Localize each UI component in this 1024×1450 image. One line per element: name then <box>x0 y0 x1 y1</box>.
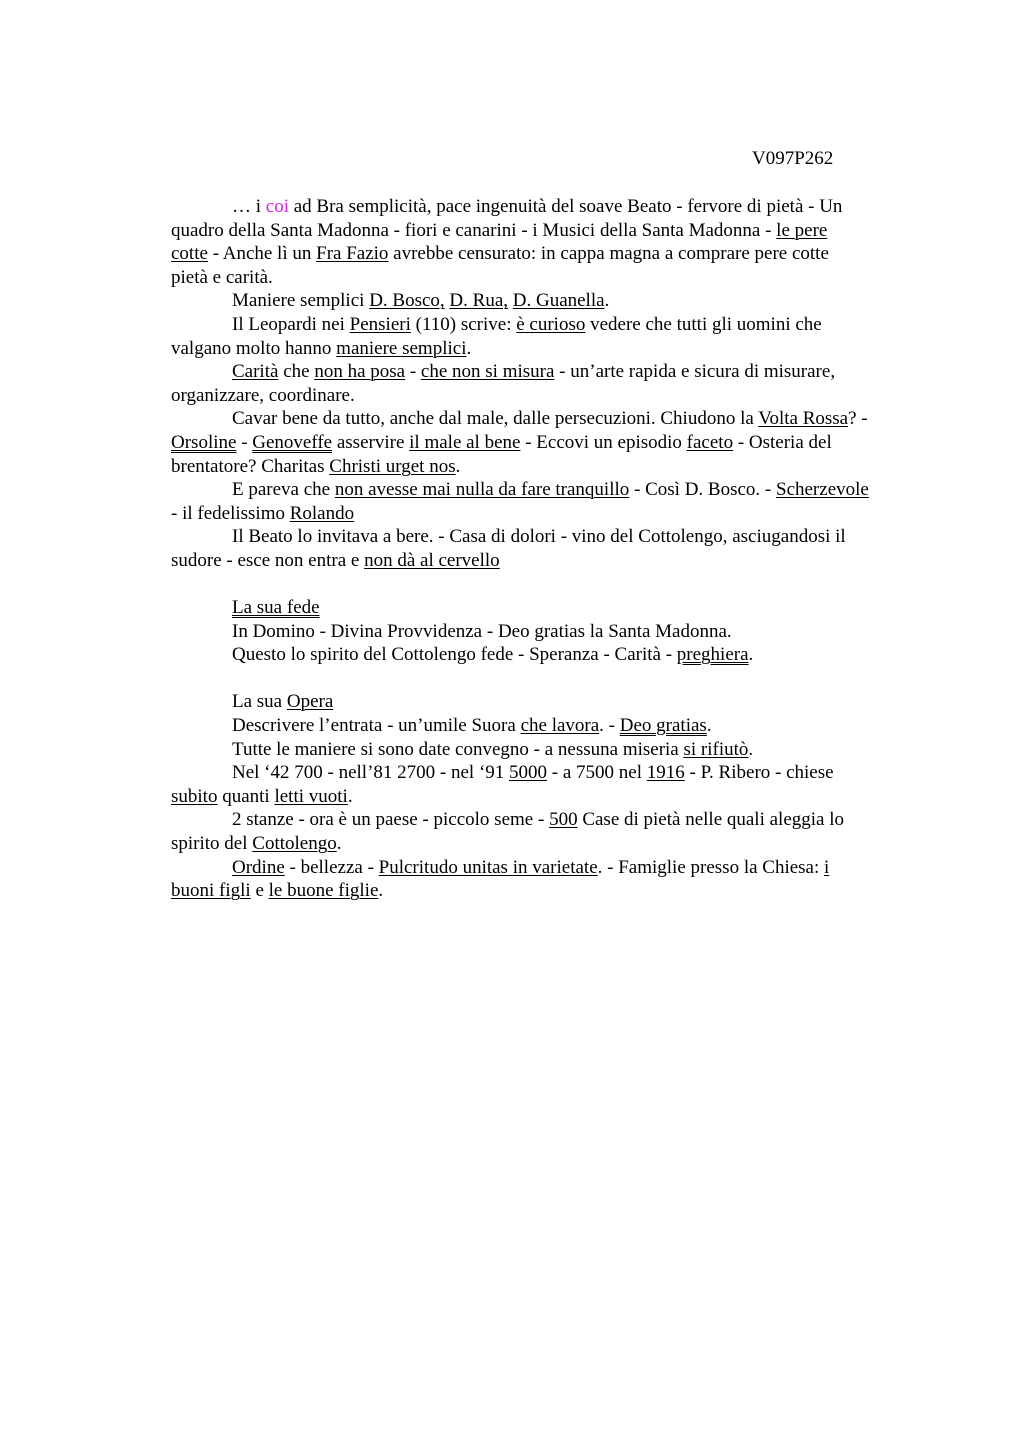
document-body <box>171 195 931 903</box>
text-line <box>171 525 931 549</box>
underlined-text: Carità <box>232 361 279 383</box>
underlined-text: che lavora <box>520 715 600 737</box>
text-line <box>171 643 931 667</box>
underlined-text: Opera <box>286 691 334 713</box>
text-line <box>171 478 931 502</box>
underlined-text: Genoveffe <box>252 431 333 453</box>
text-line <box>171 714 931 738</box>
underlined-text: Cottolengo <box>252 833 337 855</box>
text-line <box>171 785 931 809</box>
text-segment: Descrivere l’entrata - un’umile Suora <box>232 715 521 737</box>
text-line <box>171 856 931 880</box>
underlined-text: non ha posa <box>314 361 406 383</box>
underlined-text: è curioso <box>516 313 586 335</box>
underlined-text: le pere <box>776 219 828 241</box>
text-segment: . - Famiglie presso la Chiesa: <box>597 856 825 878</box>
underlined-text: faceto <box>686 431 734 453</box>
text-segment: - Così D. Bosco. - <box>629 479 776 501</box>
underlined-text: Fra Fazio <box>316 243 389 265</box>
text-segment: . <box>748 644 754 666</box>
text-segment: - il fedelissimo <box>171 502 290 524</box>
text-segment: … i <box>232 196 266 217</box>
text-segment: Nel ‘42 700 - nell’81 2700 - nel ‘91 <box>232 762 510 784</box>
text-line <box>171 596 931 620</box>
underlined-text: cotte <box>171 243 208 265</box>
underlined-text: 5000 <box>509 762 548 784</box>
underlined-text: le buone figlie <box>268 880 379 902</box>
text-line <box>171 407 931 431</box>
text-segment: - bellezza - <box>284 856 379 878</box>
text-segment: . <box>455 455 461 477</box>
text-line <box>171 879 931 903</box>
text-line <box>171 384 931 408</box>
text-segment: . <box>347 785 353 807</box>
text-line <box>171 738 931 762</box>
underlined-text: maniere semplici <box>336 337 467 359</box>
text-segment: E pareva che <box>232 479 335 501</box>
text-segment: spirito del <box>171 833 253 855</box>
text-segment: sudore - esce non entra e <box>171 549 365 571</box>
text-segment: - <box>405 361 421 383</box>
text-line <box>171 219 931 243</box>
underlined-text: Deo gratias <box>619 715 707 737</box>
text-line <box>171 195 931 219</box>
underlined-text: La sua fede <box>232 597 320 619</box>
text-segment: . <box>748 738 754 760</box>
text-line <box>171 832 931 856</box>
underlined-text: buoni figli <box>171 880 251 902</box>
text-segment: . - <box>599 715 620 737</box>
text-line <box>171 455 931 479</box>
text-line <box>171 337 931 361</box>
text-segment: - Eccovi un episodio <box>520 431 687 453</box>
blank-line <box>171 667 931 691</box>
text-segment: Maniere semplici <box>232 290 370 312</box>
underlined-text: i <box>824 856 830 878</box>
text-segment: quadro della Santa Madonna - fiori e canarini - i Musici della Santa Madonna - <box>171 219 777 241</box>
text-segment: - Osteria del <box>733 431 832 453</box>
underlined-text: D. Bosco, <box>369 290 445 312</box>
text-segment: valgano molto hanno <box>171 337 337 359</box>
text-line <box>171 549 931 573</box>
text-segment: avrebbe censurato: in cappa magna a comprare pere cotte <box>388 243 829 265</box>
underlined-text: Rolando <box>289 502 355 524</box>
text-segment: ? - <box>848 408 868 430</box>
underlined-text: D. Rua, <box>449 290 508 312</box>
text-segment: . <box>466 337 472 359</box>
text-line <box>171 313 931 337</box>
underlined-text: preghiera <box>676 644 749 666</box>
text-segment: - a 7500 nel <box>547 762 647 784</box>
highlighted-word: coi <box>265 196 289 217</box>
text-line <box>171 289 931 313</box>
underlined-text: il male al bene <box>409 431 521 453</box>
text-segment: che <box>278 361 315 383</box>
text-line <box>171 266 931 290</box>
underlined-text: che non si misura <box>420 361 555 383</box>
text-segment: - un’arte rapida e sicura di misurare, <box>554 361 836 383</box>
text-segment: organizzare, coordinare. <box>171 384 355 406</box>
underlined-text: letti vuoti <box>274 785 348 807</box>
text-segment: In Domino - Divina Provvidenza - Deo gratias la Santa Madonna. <box>232 620 732 642</box>
page-code: V097P262 <box>752 148 834 169</box>
text-segment: vedere che tutti gli uomini che <box>585 313 822 335</box>
text-segment: - Anche lì un <box>207 243 317 265</box>
text-segment: 2 stanze - ora è un paese - piccolo seme - <box>232 809 550 831</box>
text-segment: La sua <box>232 691 287 713</box>
underlined-text: si rifiutò <box>683 738 749 760</box>
underlined-text: Christi urget nos <box>329 455 456 477</box>
text-segment: . <box>378 880 384 902</box>
underlined-text: non avesse mai nulla da fare tranquillo <box>334 479 630 501</box>
underlined-text: non dà al cervello <box>364 549 500 571</box>
text-segment: Case di pietà nelle quali aleggia lo <box>577 809 844 831</box>
underlined-text: Scherzevole <box>776 479 869 501</box>
underlined-text: Volta Rossa <box>758 408 849 430</box>
underlined-text: Orsoline <box>171 431 237 453</box>
text-segment: (110) scrive: <box>410 313 517 335</box>
text-segment: quanti <box>217 785 275 807</box>
text-segment: e <box>250 880 269 902</box>
text-segment: - <box>236 431 253 453</box>
text-segment: ad Bra semplicità, pace ingenuità del soave Beato - fervore di pietà - Un <box>289 196 843 217</box>
text-line <box>171 431 931 455</box>
text-line <box>171 808 931 832</box>
text-segment: brentatore? Charitas <box>171 455 330 477</box>
text-segment: asservire <box>332 431 410 453</box>
underlined-text: Ordine <box>232 856 285 878</box>
text-segment: . <box>604 290 610 312</box>
text-segment: . <box>706 715 712 737</box>
text-line <box>171 242 931 266</box>
text-segment: Il Leopardi nei <box>232 313 350 335</box>
underlined-text: subito <box>171 785 218 807</box>
underlined-text: D. Guanella <box>512 290 605 312</box>
underlined-text: Pulcritudo unitas in varietate <box>378 856 598 878</box>
text-line <box>171 761 931 785</box>
text-segment: Cavar bene da tutto, anche dal male, dalle persecuzioni. Chiudono la <box>232 408 759 430</box>
text-line <box>171 502 931 526</box>
underlined-text: 1916 <box>646 762 685 784</box>
underlined-text: 500 <box>549 809 578 831</box>
text-segment: Tutte le maniere si sono date convegno - a nessuna miseria <box>232 738 684 760</box>
text-segment: Questo lo spirito del Cottolengo fede - Speranza - Carità - <box>232 644 677 666</box>
text-line <box>171 620 931 644</box>
text-segment: pietà e carità. <box>171 266 273 288</box>
text-segment: Il Beato lo invitava a bere. - Casa di dolori - vino del Cottolengo, asciugandosi il <box>232 526 846 548</box>
text-segment: . <box>336 833 342 855</box>
text-line <box>171 360 931 384</box>
blank-line <box>171 573 931 597</box>
text-line <box>171 690 931 714</box>
underlined-text: Pensieri <box>349 313 411 335</box>
text-segment: - P. Ribero - chiese <box>684 762 834 784</box>
